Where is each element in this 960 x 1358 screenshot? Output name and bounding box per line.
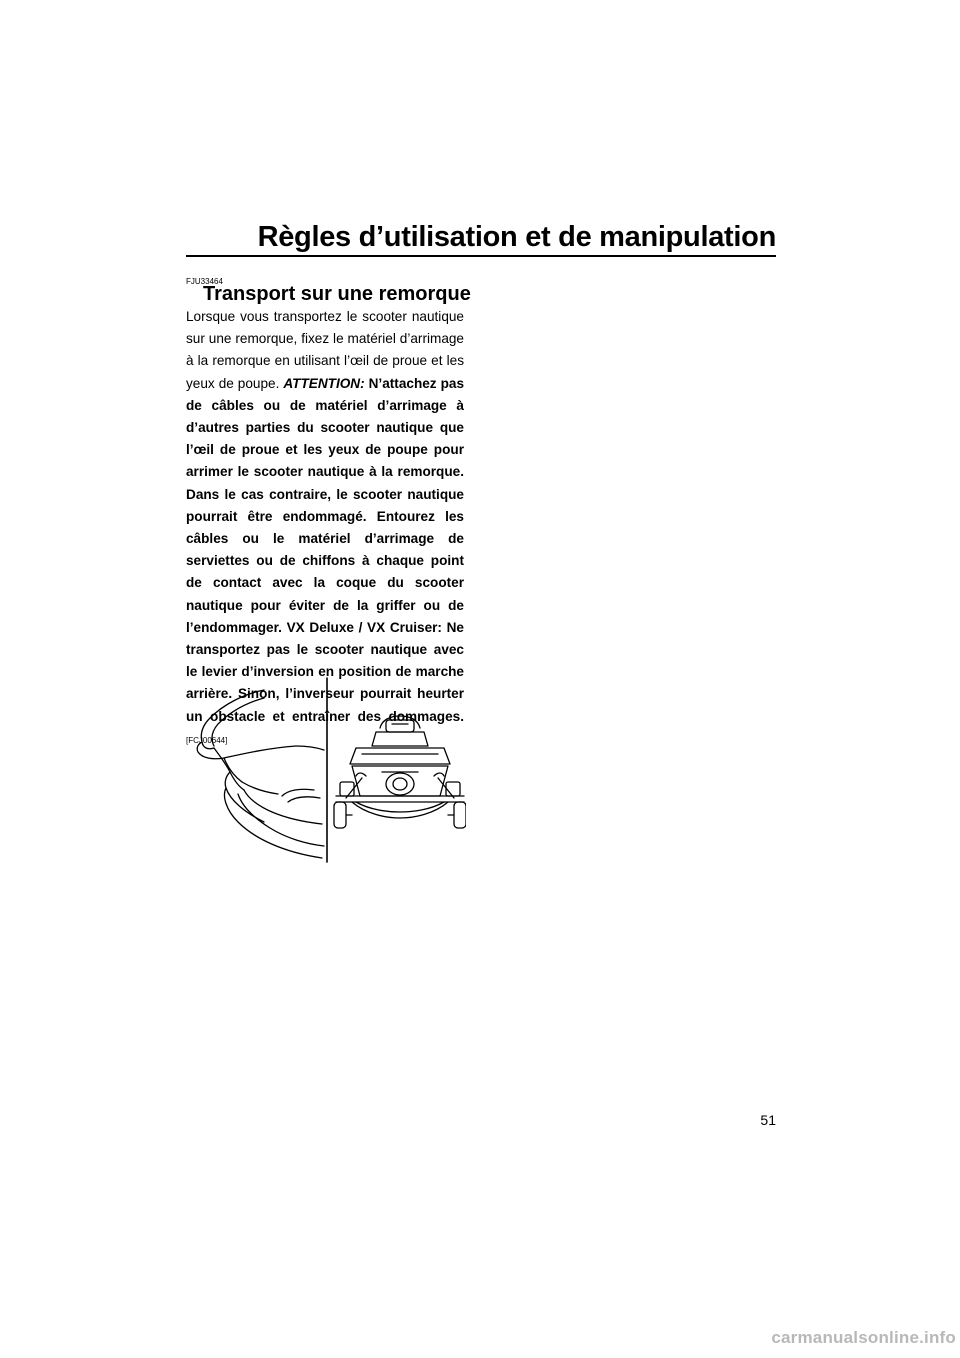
section-code: FJU33464 (186, 277, 223, 286)
section-title: Transport sur une remorque (203, 283, 471, 305)
warning-text: N’attachez pas de câbles ou de matériel d’arrimage à d’autres parties du scooter nautique que l’œil de proue et les yeux de poupe pour arrimer le scooter nautique à la remorque. Dans le cas contraire, le scooter nautique pourrait être endommagé. Entourez les câbles ou le matériel d’arrimage de serviettes ou de chiffons à chaque point de contact avec la coque du scooter nautique pour éviter de la griffer ou de l’endommager. VX Deluxe / VX Cruiser: Ne transportez pas le scooter nautique avec le levier d’inversion en position de marche arrière. Sinon, l’inverseur pourrait heurter un obstacle et entraîner des dommages. (186, 375, 465, 724)
page-number: 51 (760, 1112, 776, 1128)
page-header-title: Règles d’utilisation et de manipulation (257, 221, 776, 253)
warning-code: [FCJ00644] (186, 735, 228, 745)
intro-text: Lorsque vous transportez le scooter nautique sur une remorque, fixez le matériel d’arrimage à la remorque en utilisant l’œil de proue et les yeux de poupe. (186, 309, 464, 391)
attention-label: ATTENTION: (283, 375, 365, 391)
watermark: carmanualsonline.info (771, 1328, 956, 1347)
header-rule (186, 255, 776, 257)
bow-eye-detail (197, 690, 324, 858)
trailer-tie-down-illustration (186, 676, 466, 866)
stern-on-trailer-view (334, 716, 466, 828)
